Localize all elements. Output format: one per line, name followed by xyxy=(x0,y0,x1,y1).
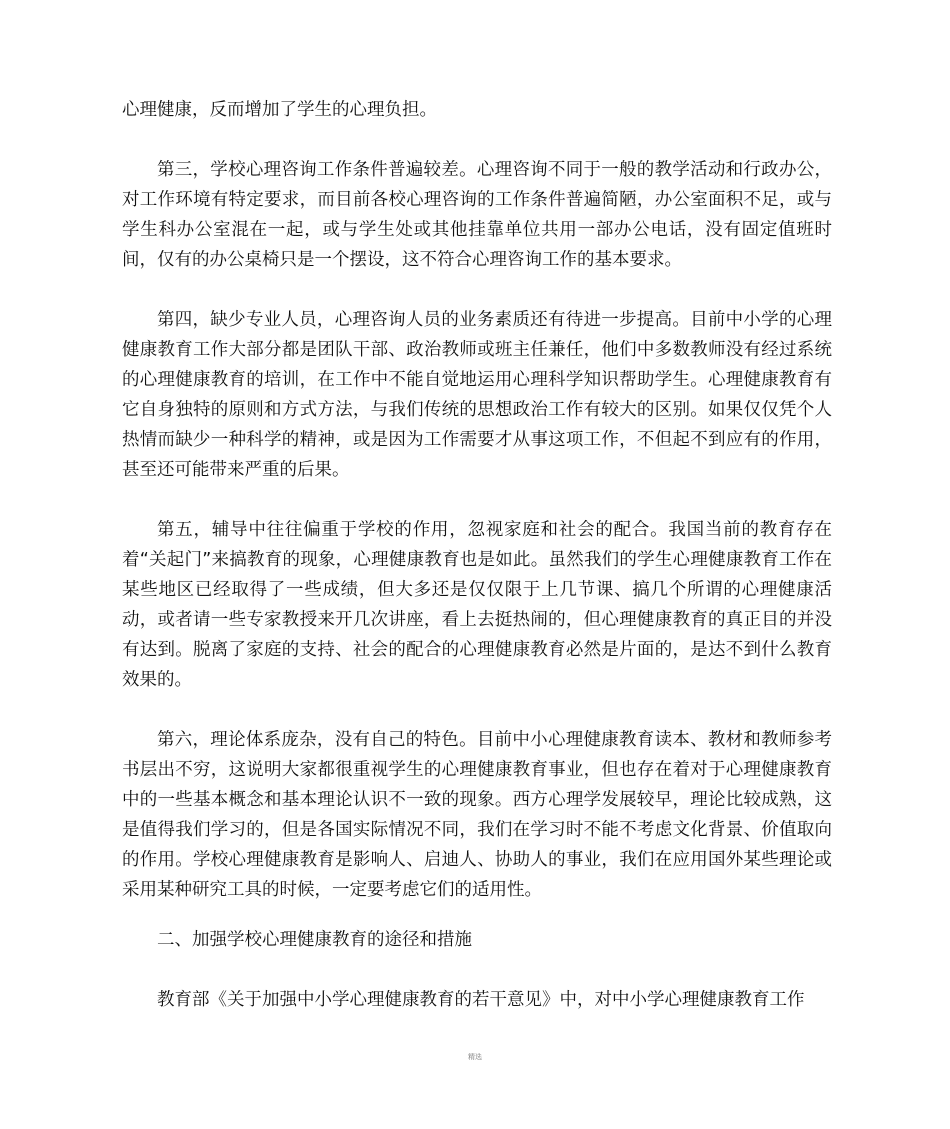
paragraph-continuation: 心理健康，反而增加了学生的心理负担。 xyxy=(122,100,437,120)
paragraph-sixth-issue: 第六，理论体系庞杂，没有自己的特色。目前中小心理健康教育读本、教材和教师参考书层出不穷，这说明大家都很重视学生的心理健康教育事业，但也存在着对于心理健康教育中的一些基本概念和基本理论认识不一致的现象。西方心理学发展较早，理论比较成熟，这是值得我们学习的，但是各国实际情况不同，我们在学习时不能不考虑文化背景、价值取向的作用。学校心理健康教育是影响人、启迪人、协助人的事业，我们在应用国外某些理论或采用某种研究工具的时候，一定要考虑它们的适用性。 xyxy=(122,730,832,900)
paragraph-fifth-issue: 第五，辅导中往往偏重于学校的作用，忽视家庭和社会的配合。我国当前的教育存在着“关起门”来搞教育的现象，心理健康教育也是如此。虽然我们的学生心理健康教育工作在某些地区已经取得了一些成绩，但大多还是仅仅限于上几节课、搞几个所谓的心理健康活动，或者请一些专家教授来开几次讲座，看上去挺热闹的，但心理健康教育的真正目的并没有达到。脱离了家庭的支持、社会的配合的心理健康教育必然是片面的，是达不到什么教育效果的。 xyxy=(122,520,832,690)
page-footer: 精选 xyxy=(468,1053,482,1061)
paragraph-ministry-opinion: 教育部《关于加强中小学心理健康教育的若干意见》中，对中小学心理健康教育工作 xyxy=(157,990,805,1010)
paragraph-third-issue: 第三，学校心理咨询工作条件普遍较差。心理咨询不同于一般的教学活动和行政办公，对工作环境有特定要求，而目前各校心理咨询的工作条件普遍简陋，办公室面积不足，或与学生科办公室混在一起，或与学生处或其他挂靠单位共用一部办公电话，没有固定值班时间，仅有的办公桌椅只是一个摆设，这不符合心理咨询工作的基本要求。 xyxy=(122,160,832,270)
paragraph-fourth-issue: 第四，缺少专业人员，心理咨询人员的业务素质还有待进一步提高。目前中小学的心理健康教育工作大部分都是团队干部、政治教师或班主任兼任，他们中多数教师没有经过系统的心理健康教育的培训，在工作中不能自觉地运用心理科学知识帮助学生。心理健康教育有它自身独特的原则和方式方法，与我们传统的思想政治工作有较大的区别。如果仅仅凭个人热情而缺少一种科学的精神，或是因为工作需要才从事这项工作，不但起不到应有的作用，甚至还可能带来严重的后果。 xyxy=(122,310,832,480)
section-heading: 二、加强学校心理健康教育的途径和措施 xyxy=(157,930,472,950)
